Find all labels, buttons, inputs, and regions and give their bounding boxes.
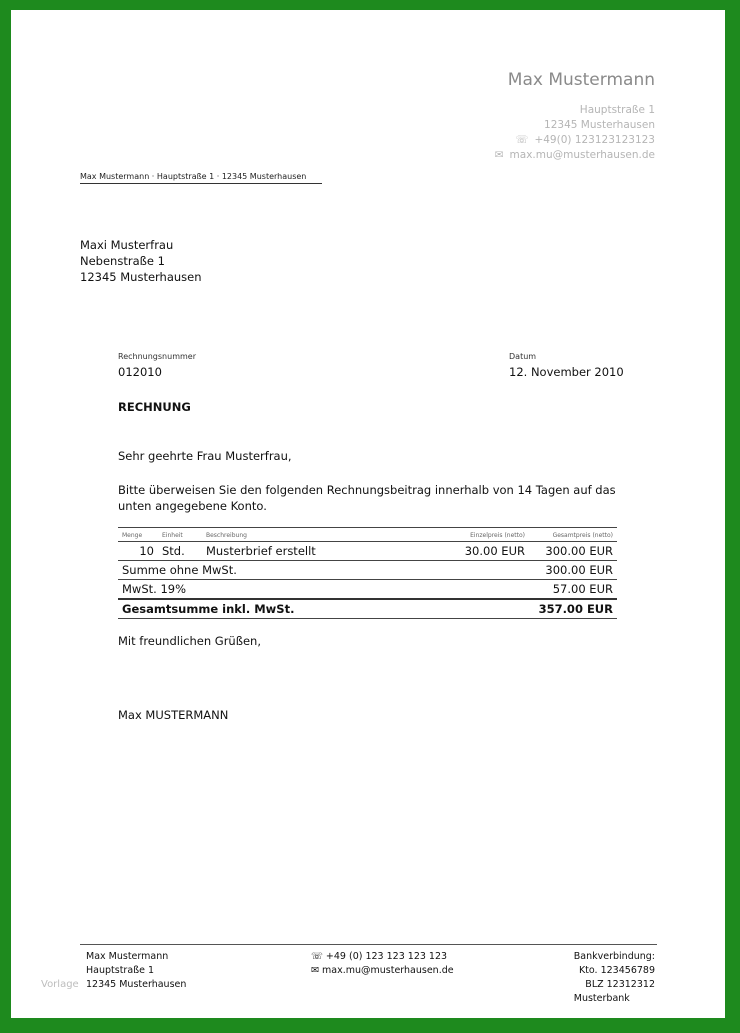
phone-icon: ☏ — [515, 134, 529, 146]
closing: Mit freundlichen Grüßen, — [118, 634, 261, 648]
footer-city: 12345 Musterhausen — [86, 979, 187, 990]
gross-total-label: Gesamtsumme inkl. MwSt. — [118, 599, 441, 619]
gross-total-row — [118, 599, 617, 619]
vat-label: MwSt. 19% — [118, 580, 441, 600]
sender-address — [495, 103, 655, 163]
row-unit-price: 30.00 EUR — [464, 544, 525, 558]
letter-page — [11, 10, 725, 1018]
recipient-name: Maxi Musterfrau — [80, 238, 174, 252]
invoice-table — [118, 527, 617, 619]
header-unit-price: Einzelpreis (netto) — [441, 528, 529, 542]
footer-name: Max Mustermann — [86, 951, 169, 962]
sender-phone: +49(0) 123123123123 — [534, 134, 655, 146]
recipient-address — [80, 237, 202, 285]
footer-contact — [311, 950, 454, 978]
gross-total-value: 357.00 EUR — [529, 599, 617, 619]
net-sum-label: Summe ohne MwSt. — [118, 561, 441, 580]
row-qty: 10 — [139, 544, 154, 558]
recipient-city: 12345 Musterhausen — [80, 270, 202, 284]
footer-account: Kto. 123456789 — [578, 965, 655, 976]
header-qty: Menge — [118, 528, 158, 542]
row-description: Musterbrief erstellt — [206, 544, 316, 558]
net-sum-value: 300.00 EUR — [529, 561, 617, 580]
vat-row — [118, 580, 617, 600]
email-icon: ✉ — [494, 149, 504, 161]
row-total-price: 300.00 EUR — [545, 544, 613, 558]
phone-icon: ☏ — [311, 951, 323, 962]
footer-email: max.mu@musterhausen.de — [322, 965, 454, 976]
invoice-number-label: Rechnungsnummer — [118, 352, 196, 361]
table-header-row — [118, 528, 617, 542]
return-address-line: Max Mustermann · Hauptstraße 1 · 12345 Musterhausen — [80, 172, 322, 184]
net-sum-row — [118, 561, 617, 580]
footer-bank-name: Musterbank — [573, 993, 630, 1004]
date-label: Datum — [509, 352, 537, 361]
footer-street: Hauptstraße 1 — [86, 965, 155, 976]
header-description: Beschreibung — [202, 528, 441, 542]
footer-blz: BLZ 12312312 — [585, 979, 655, 990]
footer-address — [86, 950, 186, 992]
document-title: RECHNUNG — [118, 400, 191, 414]
sender-name: Max Mustermann — [507, 70, 655, 90]
table-row — [118, 542, 617, 561]
row-unit: Std. — [162, 544, 185, 558]
header-total-price: Gesamtpreis (netto) — [529, 528, 617, 542]
invoice-number-block — [118, 352, 196, 379]
signature: Max MUSTERMANN — [118, 708, 229, 722]
footer-bank-label: Bankverbindung: — [573, 951, 655, 962]
sender-email: max.mu@musterhausen.de — [509, 149, 655, 161]
vat-value: 57.00 EUR — [529, 580, 617, 600]
header-unit: Einheit — [158, 528, 202, 542]
footer-divider — [80, 944, 657, 945]
invoice-number: 012010 — [118, 365, 162, 379]
footer-bank — [574, 950, 655, 1006]
sender-street: Hauptstraße 1 — [579, 104, 655, 116]
salutation: Sehr geehrte Frau Musterfrau, — [118, 449, 292, 463]
footer-phone: +49 (0) 123 123 123 123 — [325, 951, 448, 962]
date-block — [509, 352, 624, 379]
watermark: Vorlage — [41, 979, 79, 990]
recipient-street: Nebenstraße 1 — [80, 254, 165, 268]
sender-city: 12345 Musterhausen — [544, 119, 655, 131]
invoice-date: 12. November 2010 — [509, 365, 624, 379]
body-text: Bitte überweisen Sie den folgenden Rechnungsbeitrag innerhalb von 14 Tagen auf das unten angegebene Konto. — [118, 483, 616, 513]
email-icon: ✉ — [311, 965, 319, 976]
